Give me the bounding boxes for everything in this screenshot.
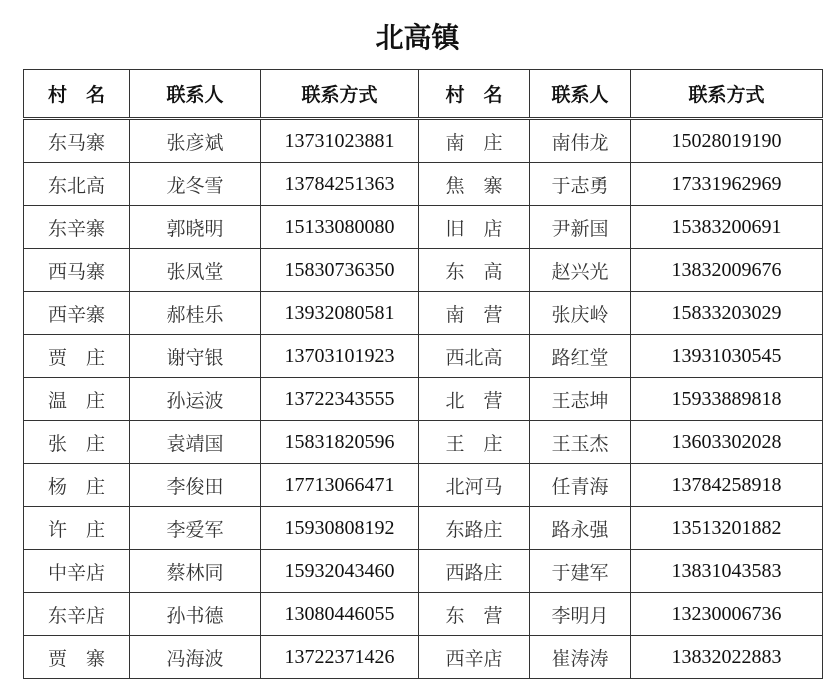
phone-right: 13931030545 bbox=[631, 335, 823, 378]
phone-left: 15830736350 bbox=[261, 249, 419, 292]
phone-left: 17713066471 bbox=[261, 464, 419, 507]
contact-person-right: 于建军 bbox=[530, 550, 631, 593]
contact-person-left: 蔡林同 bbox=[130, 550, 261, 593]
village-left: 东北高 bbox=[24, 163, 130, 206]
table-row bbox=[24, 550, 823, 593]
table-row bbox=[24, 378, 823, 421]
header-contact-person-left: 联系人 bbox=[130, 70, 261, 119]
contact-person-left: 龙冬雪 bbox=[130, 163, 261, 206]
phone-right: 13784258918 bbox=[631, 464, 823, 507]
village-right: 东 高 bbox=[419, 249, 530, 292]
phone-right: 15028019190 bbox=[631, 119, 823, 163]
phone-right: 13832009676 bbox=[631, 249, 823, 292]
contact-person-left: 张彦斌 bbox=[130, 119, 261, 163]
contact-person-right: 崔涛涛 bbox=[530, 636, 631, 679]
village-left: 东辛寨 bbox=[24, 206, 130, 249]
contact-person-left: 张凤堂 bbox=[130, 249, 261, 292]
contact-person-right: 赵兴光 bbox=[530, 249, 631, 292]
table-row bbox=[24, 119, 823, 163]
phone-right: 13832022883 bbox=[631, 636, 823, 679]
phone-right: 13831043583 bbox=[631, 550, 823, 593]
phone-left: 15133080080 bbox=[261, 206, 419, 249]
phone-left: 13080446055 bbox=[261, 593, 419, 636]
contact-person-right: 南伟龙 bbox=[530, 119, 631, 163]
table-header-row bbox=[24, 70, 823, 119]
contact-person-right: 路永强 bbox=[530, 507, 631, 550]
contact-person-left: 郝桂乐 bbox=[130, 292, 261, 335]
table-row bbox=[24, 421, 823, 464]
table-row bbox=[24, 507, 823, 550]
village-right: 东 营 bbox=[419, 593, 530, 636]
phone-left: 15831820596 bbox=[261, 421, 419, 464]
contact-person-right: 李明月 bbox=[530, 593, 631, 636]
phone-right: 15383200691 bbox=[631, 206, 823, 249]
contact-table bbox=[23, 69, 823, 679]
table-row bbox=[24, 292, 823, 335]
village-right: 南 庄 bbox=[419, 119, 530, 163]
village-left: 贾 庄 bbox=[24, 335, 130, 378]
contact-person-left: 孙运波 bbox=[130, 378, 261, 421]
village-left: 贾 寨 bbox=[24, 636, 130, 679]
header-contact-info-right: 联系方式 bbox=[631, 70, 823, 119]
contact-person-right: 王玉杰 bbox=[530, 421, 631, 464]
contact-person-right: 王志坤 bbox=[530, 378, 631, 421]
phone-right: 15833203029 bbox=[631, 292, 823, 335]
village-right: 西辛店 bbox=[419, 636, 530, 679]
village-right: 王 庄 bbox=[419, 421, 530, 464]
table-row bbox=[24, 249, 823, 292]
phone-left: 13722343555 bbox=[261, 378, 419, 421]
contact-person-right: 路红堂 bbox=[530, 335, 631, 378]
phone-left: 15930808192 bbox=[261, 507, 419, 550]
header-village-right: 村 名 bbox=[419, 70, 530, 119]
contact-person-left: 袁靖国 bbox=[130, 421, 261, 464]
table-row bbox=[24, 593, 823, 636]
header-village-left: 村 名 bbox=[24, 70, 130, 119]
village-left: 温 庄 bbox=[24, 378, 130, 421]
table-row bbox=[24, 206, 823, 249]
contact-person-left: 谢守银 bbox=[130, 335, 261, 378]
phone-left: 15932043460 bbox=[261, 550, 419, 593]
table-row bbox=[24, 636, 823, 679]
phone-right: 15933889818 bbox=[631, 378, 823, 421]
village-left: 东辛店 bbox=[24, 593, 130, 636]
contact-person-left: 冯海波 bbox=[130, 636, 261, 679]
page-title: 北高镇 bbox=[375, 21, 460, 54]
header-contact-person-right: 联系人 bbox=[530, 70, 631, 119]
phone-right: 17331962969 bbox=[631, 163, 823, 206]
contact-person-right: 尹新国 bbox=[530, 206, 631, 249]
village-right: 西路庄 bbox=[419, 550, 530, 593]
table-row bbox=[24, 163, 823, 206]
phone-right: 13603302028 bbox=[631, 421, 823, 464]
contact-person-left: 李俊田 bbox=[130, 464, 261, 507]
contact-person-left: 孙书德 bbox=[130, 593, 261, 636]
village-left: 许 庄 bbox=[24, 507, 130, 550]
phone-right: 13513201882 bbox=[631, 507, 823, 550]
contact-person-right: 任青海 bbox=[530, 464, 631, 507]
phone-left: 13731023881 bbox=[261, 119, 419, 163]
village-left: 中辛店 bbox=[24, 550, 130, 593]
village-right: 北 营 bbox=[419, 378, 530, 421]
phone-left: 13703101923 bbox=[261, 335, 419, 378]
table-row bbox=[24, 335, 823, 378]
village-right: 西北高 bbox=[419, 335, 530, 378]
phone-right: 13230006736 bbox=[631, 593, 823, 636]
phone-left: 13932080581 bbox=[261, 292, 419, 335]
contact-person-right: 张庆岭 bbox=[530, 292, 631, 335]
village-right: 焦 寨 bbox=[419, 163, 530, 206]
village-left: 张 庄 bbox=[24, 421, 130, 464]
village-right: 旧 店 bbox=[419, 206, 530, 249]
village-left: 杨 庄 bbox=[24, 464, 130, 507]
village-right: 南 营 bbox=[419, 292, 530, 335]
contact-person-left: 李爱军 bbox=[130, 507, 261, 550]
contact-person-right: 于志勇 bbox=[530, 163, 631, 206]
contact-person-left: 郭晓明 bbox=[130, 206, 261, 249]
table-row bbox=[24, 464, 823, 507]
village-left: 东马寨 bbox=[24, 119, 130, 163]
header-contact-info-left: 联系方式 bbox=[261, 70, 419, 119]
village-right: 东路庄 bbox=[419, 507, 530, 550]
village-left: 西马寨 bbox=[24, 249, 130, 292]
village-left: 西辛寨 bbox=[24, 292, 130, 335]
phone-left: 13784251363 bbox=[261, 163, 419, 206]
village-right: 北河马 bbox=[419, 464, 530, 507]
phone-left: 13722371426 bbox=[261, 636, 419, 679]
